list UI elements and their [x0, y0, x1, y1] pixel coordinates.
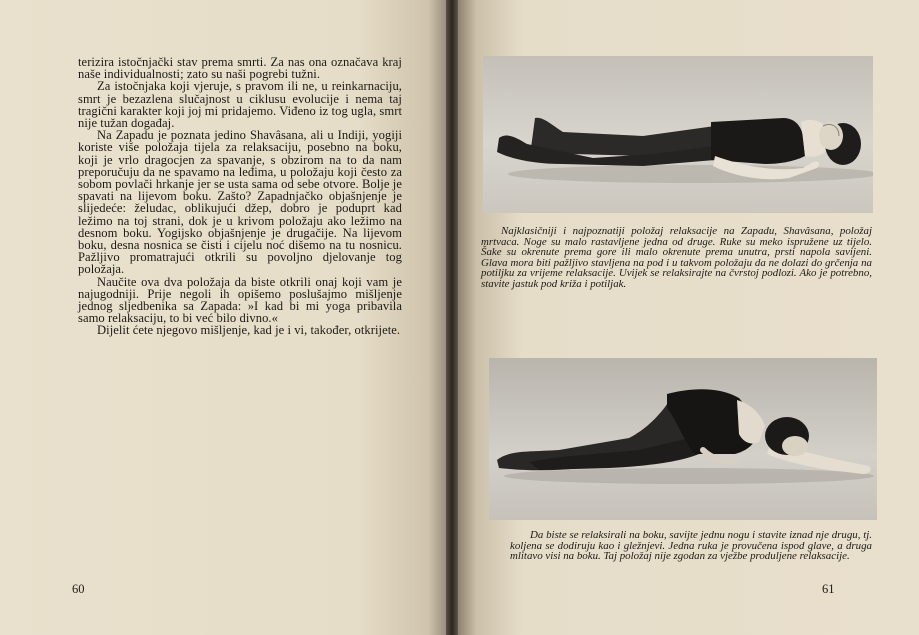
- paragraph-5: Dijelit ćete njegovo mišljenje, kad je i vi, također, otkrijete.: [97, 323, 401, 338]
- paragraph-4: Naučite ova dva položaja da biste otkrili onaj koji vam je najugodniji. Prije negoli ih opišemo poslušajmo mišljenje jednog sljedbenika sa Zapada: »I kad bi mi yoga pribavila samo relaksaciju, to bi već bilo divno.«: [78, 274, 402, 326]
- caption-shavasana: [481, 226, 872, 290]
- caption-2-text: Da biste se relaksirali na boku, savijte jednu nogu i stavite iznad nje drugu, tj. koljena se dodiruju kao i gležnjevi. Jedna ruka je provučena ispod glave, a druga mlitavo visi na boku. Taj položaj nije zgodan za vježbe produljene relaksacije.: [510, 529, 872, 563]
- photo-side-pose: [489, 358, 877, 520]
- photo-shavasana-figure: [483, 56, 873, 213]
- book-gutter: [446, 0, 458, 635]
- page-number-left: 60: [72, 582, 85, 596]
- photo-side-pose-figure: [489, 358, 877, 520]
- left-page-body-text: [78, 56, 402, 337]
- paragraph-2: Za istočnjaka koji vjeruje, s pravom ili ne, u reinkarnaciju, smrt je bezazlena slučajnost u ciklusu evolucije i nema taj tragični karakter koji joj mi pridajemo. Viđeno iz tog ugla, smrt nije tužan događaj.: [78, 79, 402, 131]
- photo-shavasana: [483, 56, 873, 213]
- caption-1-text: Najklasičniji i najpoznatiji položaj relaksacije na Zapadu, Shavâsana, položaj mrtvaca. Noge su malo rastavljene jedna od druge. Ruke su meko ispružene uz tijelo. Šake su okrenute prema gore ili malo okrenute prema unutra, prsti napola savijeni. Glava mora biti pažljivo stavljena na pod i u takvom položaju da ne dolazi do grčenja na potiljku za vrijeme relaksacije. Uvijek se relaksirajte na čvrstoj podlozi. Ako je potrebno, stavite jastuk pod križa i potiljak.: [481, 225, 872, 290]
- caption-side-pose: [510, 530, 872, 562]
- page-number-right: 61: [822, 582, 835, 596]
- paragraph-1: terizira istočnjački stav prema smrti. Za nas ona označava kraj naše individualnosti; zato su naši pogrebi tužni.: [78, 55, 402, 82]
- left-page: [0, 0, 446, 635]
- paragraph-3: Na Zapadu je poznata jedino Shavâsana, ali u Indiji, yogiji koriste više položaja tijela za relaksaciju, posebno na boku, koji je vrlo dragocjen za spavanje, s obzirom na to da nam preporučuju da ne spavamo na leđima, u položaju koji često za sobom povlači hrkanje jer se usta sama od sebe otvore. Bolje je spavati na lijevom boku. Zašto? Zapadnjačko objašnjenje je slijedeće: želudac, oblikujući džep, dobro je poduprt kad ležimo na toj strani, dok je u krivom položaju ako ležimo na desnom boku. Yogijsko objašnjenje je drugačije. Na lijevom boku, desna nosnica se čisti i cijelu noć dišemo na tu nosnicu. Pažljivo promatrajući otkrili su povoljno djelovanje tog položaja.: [78, 128, 402, 277]
